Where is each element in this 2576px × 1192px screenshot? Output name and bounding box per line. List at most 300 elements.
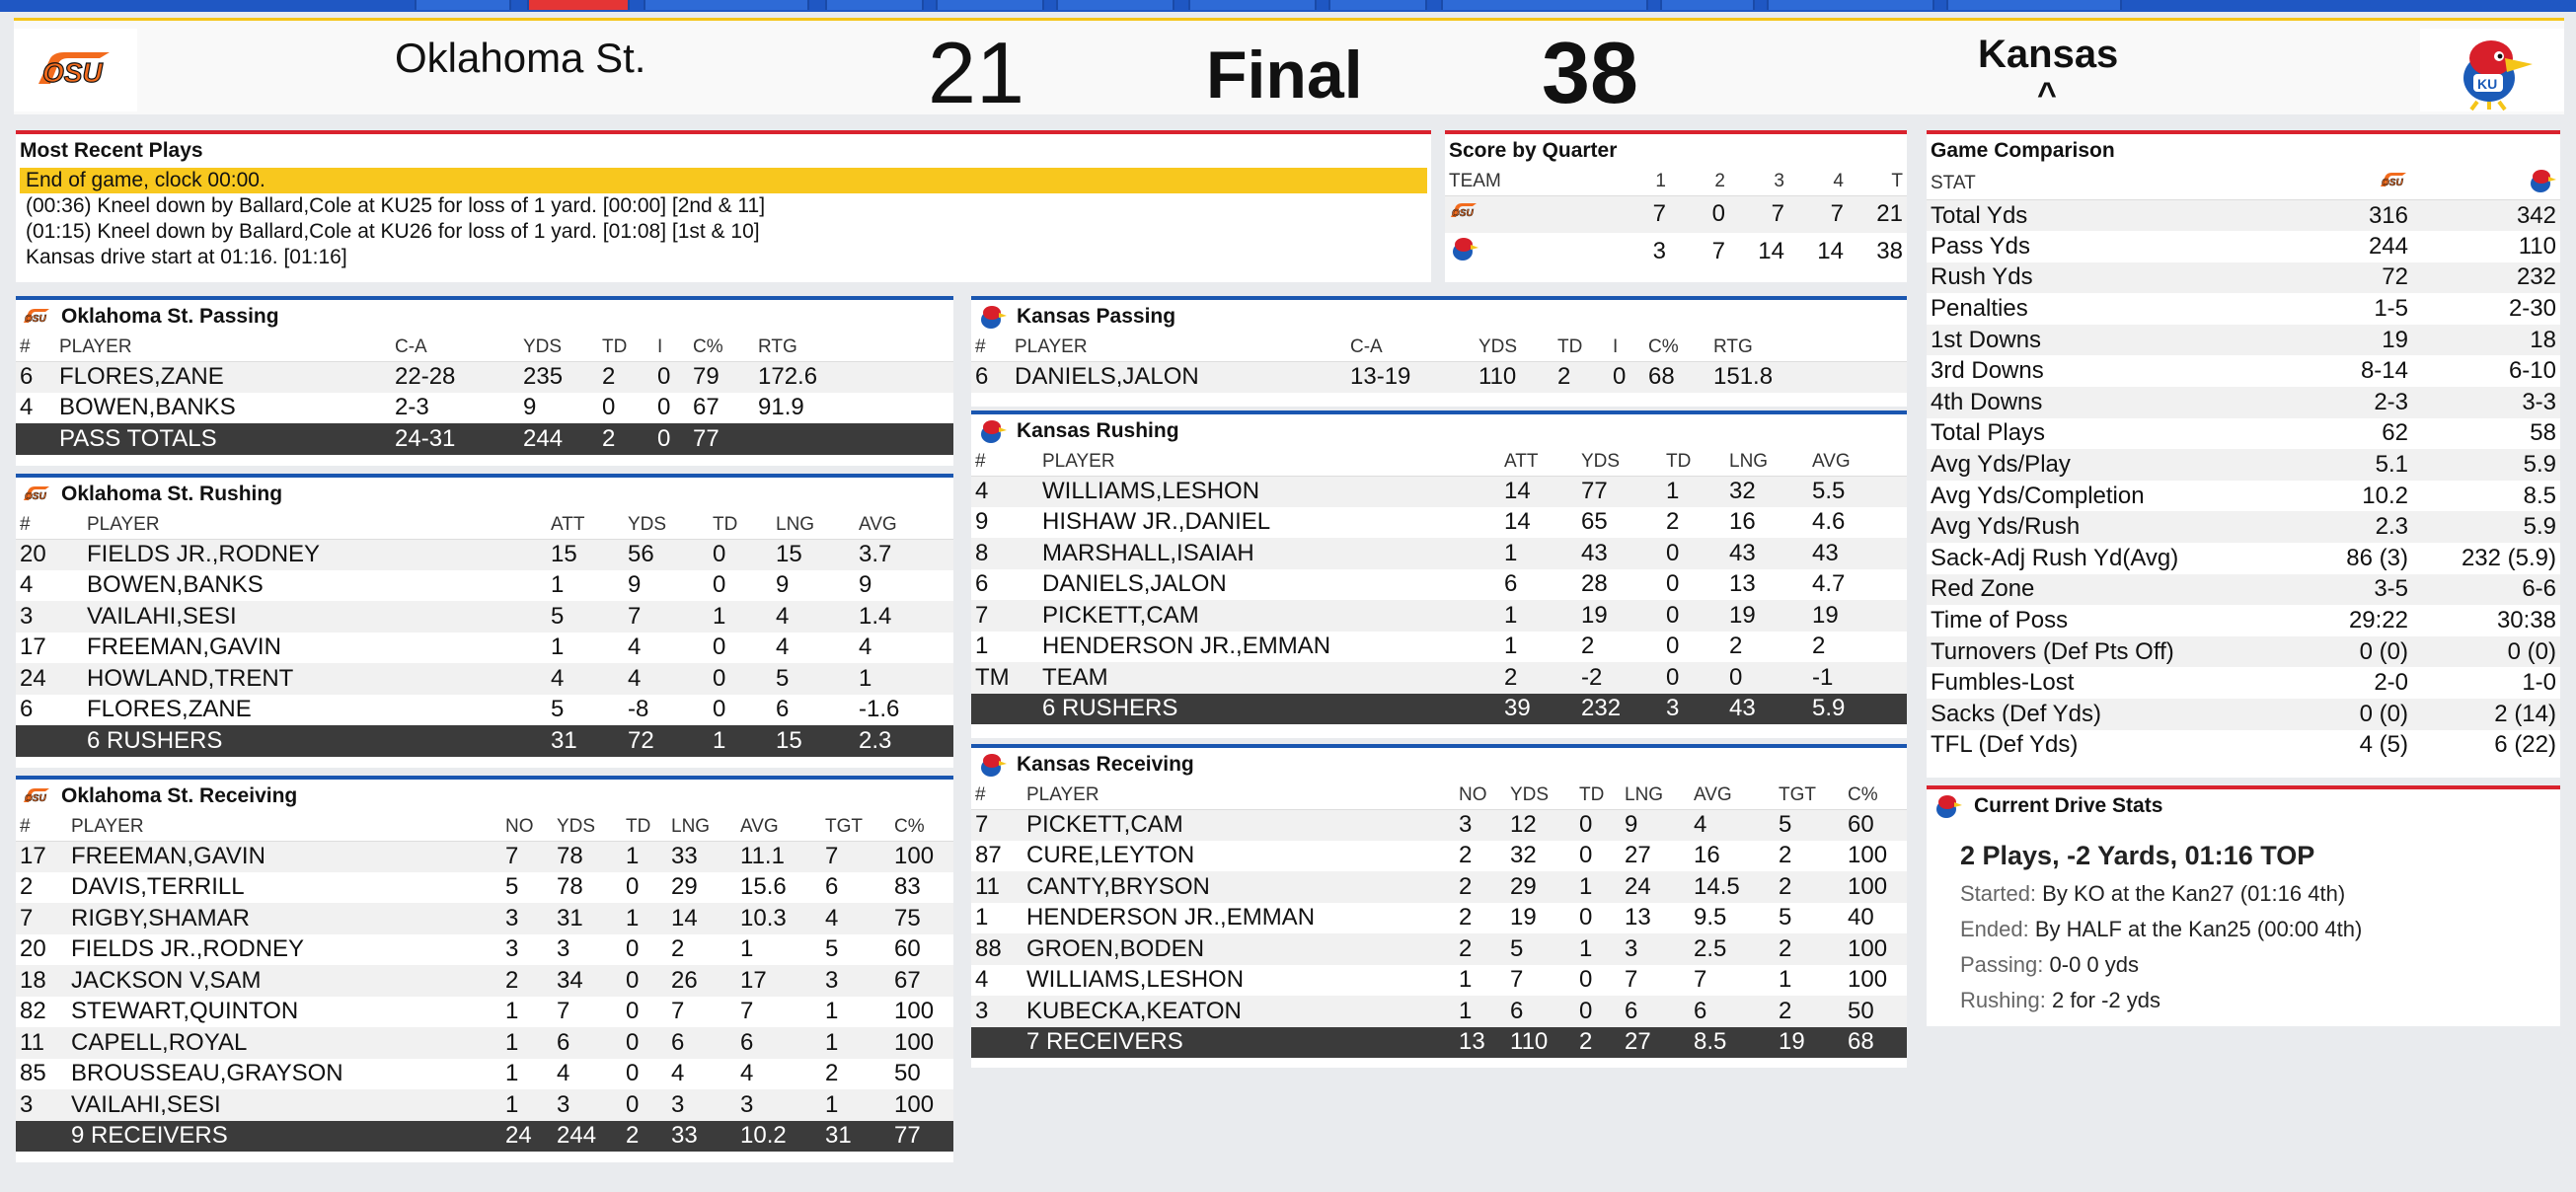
stat-cell: 10.3	[736, 903, 821, 934]
svg-text:OSU: OSU	[2382, 178, 2403, 188]
stat-cell: 1	[1455, 996, 1506, 1027]
player-name[interactable]: VAILAHI,SESI	[83, 601, 547, 633]
column-header[interactable]: LNG	[772, 511, 855, 539]
column-header[interactable]: PLAYER	[1038, 448, 1500, 476]
column-header[interactable]: #	[971, 334, 1011, 361]
stat-cell: 0	[1662, 538, 1725, 569]
stat-cell: 43	[1808, 538, 1907, 569]
comparison-stat-label: Penalties	[1927, 293, 2264, 325]
totals-cell: 43	[1725, 694, 1808, 725]
column-header[interactable]: LNG	[1621, 782, 1690, 809]
totals-cell	[16, 1121, 67, 1153]
osu-logo-icon	[20, 482, 53, 507]
stat-cell: 0	[1575, 996, 1621, 1027]
stat-cell: 13-19	[1346, 361, 1475, 393]
stat-cell: 0	[1575, 809, 1621, 841]
score-by-quarter-panel	[1445, 130, 1907, 282]
nav-tab[interactable]	[1441, 0, 1648, 10]
nav-tab[interactable]	[1660, 0, 1755, 10]
stat-cell: 50	[1844, 996, 1907, 1027]
play-line: Kansas drive start at 01:16. [01:16]	[26, 246, 347, 268]
player-name[interactable]: FIELDS JR.,RODNEY	[67, 934, 501, 966]
ku-jayhawk-logo[interactable]	[2420, 29, 2564, 112]
player-name[interactable]: CANTY,BRYSON	[1023, 871, 1455, 903]
column-header[interactable]: YDS	[1577, 448, 1662, 476]
player-name[interactable]: WILLIAMS,LESHON	[1023, 965, 1455, 997]
current-drive-title: Current Drive Stats	[1974, 794, 2163, 817]
stat-cell: 2.5	[1690, 933, 1775, 965]
stat-cell: 3	[971, 996, 1023, 1027]
totals-cell	[971, 694, 1038, 725]
player-name[interactable]: PICKETT,CAM	[1038, 600, 1500, 632]
column-header[interactable]: C%	[1644, 334, 1709, 361]
stat-cell: 6	[1500, 569, 1577, 601]
stat-cell: 5	[772, 663, 855, 695]
player-row	[16, 997, 953, 1028]
player-name[interactable]: KUBECKA,KEATON	[1023, 996, 1455, 1027]
player-row	[16, 1059, 953, 1090]
stat-cell: 3	[16, 1089, 67, 1121]
stat-cell: 17	[16, 633, 83, 664]
player-name[interactable]: FIELDS JR.,RODNEY	[83, 539, 547, 570]
stat-cell: 1	[1455, 965, 1506, 997]
ku-rushing-panel	[971, 410, 1907, 738]
play-line: (01:15) Kneel down by Ballard,Cole at KU26 for loss of 1 yard. [01:08] [1st & 10]	[26, 220, 760, 243]
osu-rushing-panel	[16, 474, 953, 768]
stat-cell: 3	[553, 934, 622, 966]
stat-cell: 1	[736, 934, 821, 966]
player-name[interactable]: FLORES,ZANE	[55, 361, 391, 393]
stat-cell: 1	[971, 632, 1038, 663]
player-name[interactable]: GROEN,BODEN	[1023, 933, 1455, 965]
player-row	[16, 570, 953, 602]
column-header[interactable]: C%	[1844, 782, 1907, 809]
stat-cell: 3	[501, 903, 553, 934]
column-header[interactable]: AVG	[1808, 448, 1907, 476]
ku-jayhawk-logo-icon	[1445, 233, 1611, 270]
stat-cell: 4	[772, 633, 855, 664]
column-header[interactable]: TD	[622, 813, 667, 841]
possession-caret-icon: ^	[2037, 76, 2057, 113]
stat-cell: 24	[1621, 871, 1690, 903]
drive-rushing-label: Rushing:	[1960, 988, 2046, 1012]
osu-logo-icon	[20, 783, 53, 809]
stat-cell: 2	[1775, 871, 1844, 903]
nav-tab[interactable]	[936, 0, 1044, 10]
totals-cell: 72	[624, 725, 709, 757]
nav-tab[interactable]	[1056, 0, 1174, 10]
totals-row	[16, 1121, 953, 1153]
recent-plays-panel	[16, 130, 1431, 282]
stat-cell: 2	[1500, 662, 1577, 694]
column-header[interactable]: TD	[1662, 448, 1725, 476]
column-header[interactable]: I	[1609, 334, 1644, 361]
column-header[interactable]: #	[16, 813, 67, 841]
column-header[interactable]: PLAYER	[83, 511, 547, 539]
column-header[interactable]: YDS	[624, 511, 709, 539]
stat-cell: 14	[1500, 507, 1577, 539]
sbq-score: 7	[1729, 195, 1788, 233]
totals-cell: 15	[772, 725, 855, 757]
stat-cell: 1	[501, 997, 553, 1028]
player-row	[16, 695, 953, 726]
stat-cell: 4	[667, 1059, 736, 1090]
stat-cell: 11.1	[736, 841, 821, 872]
stat-cell: 0	[709, 633, 772, 664]
stat-cell: 50	[890, 1059, 953, 1090]
comparison-stat-label: Time of Poss	[1927, 605, 2264, 636]
stat-cell: -1.6	[855, 695, 953, 726]
nav-tab[interactable]	[1328, 0, 1427, 10]
totals-cell	[971, 1027, 1023, 1059]
comparison-stat-value: 244	[2264, 231, 2412, 262]
column-header[interactable]: PLAYER	[55, 334, 391, 361]
column-header[interactable]: NO	[501, 813, 553, 841]
comparison-stat-label: Rush Yds	[1927, 262, 2264, 294]
nav-tab[interactable]	[644, 0, 809, 10]
player-row	[16, 633, 953, 664]
stat-cell: 83	[890, 872, 953, 904]
stat-cell: 2	[1455, 871, 1506, 903]
stat-cell: 1	[1662, 476, 1725, 507]
totals-cell: 31	[547, 725, 624, 757]
stat-cell: 1	[547, 570, 624, 602]
player-name[interactable]: RIGBY,SHAMAR	[67, 903, 501, 934]
player-name[interactable]: HOWLAND,TRENT	[83, 663, 547, 695]
column-header[interactable]: TGT	[821, 813, 890, 841]
totals-cell: 5.9	[1808, 694, 1907, 725]
stat-cell: 1	[821, 1027, 890, 1059]
column-header[interactable]: YDS	[553, 813, 622, 841]
stat-cell: 1	[1575, 933, 1621, 965]
column-header[interactable]: #	[971, 782, 1023, 809]
comparison-row	[1927, 543, 2560, 574]
column-header[interactable]: #	[16, 511, 83, 539]
sbq-header: 4	[1788, 168, 1848, 195]
column-header[interactable]: AVG	[855, 511, 953, 539]
top-nav-bar	[0, 0, 2576, 12]
stat-cell: 28	[1577, 569, 1662, 601]
player-name[interactable]: FREEMAN,GAVIN	[67, 841, 501, 872]
stat-cell: 2	[1662, 507, 1725, 539]
stat-cell: 7	[1690, 965, 1775, 997]
column-header[interactable]: NO	[1455, 782, 1506, 809]
player-row	[971, 662, 1907, 694]
comparison-row	[1927, 730, 2560, 762]
player-row	[16, 601, 953, 633]
svg-text:OSU: OSU	[25, 793, 46, 804]
drive-rushing-value: 2 for -2 yds	[2051, 988, 2161, 1012]
player-name[interactable]: VAILAHI,SESI	[67, 1089, 501, 1121]
player-name[interactable]: CAPELL,ROYAL	[67, 1027, 501, 1059]
sbq-header: 3	[1729, 168, 1788, 195]
ku-passing-panel	[971, 296, 1907, 407]
stat-cell: 9	[1621, 809, 1690, 841]
column-header[interactable]: LNG	[667, 813, 736, 841]
stat-cell: 100	[890, 841, 953, 872]
osu-rushing-table	[16, 511, 953, 757]
comparison-stat-value: 86 (3)	[2264, 543, 2412, 574]
column-header[interactable]: ATT	[547, 511, 624, 539]
column-header[interactable]: RTG	[754, 334, 953, 361]
osu-passing-table	[16, 334, 953, 455]
stat-cell: 82	[16, 997, 67, 1028]
totals-cell: 2	[1575, 1027, 1621, 1059]
totals-cell: 1	[709, 725, 772, 757]
player-name[interactable]: HENDERSON JR.,EMMAN	[1038, 632, 1500, 663]
player-name[interactable]: DAVIS,TERRILL	[67, 872, 501, 904]
stat-cell: 8	[971, 538, 1038, 569]
stat-cell: 14	[1500, 476, 1577, 507]
comparison-stat-value: 5.9	[2412, 511, 2560, 543]
player-row	[971, 965, 1907, 997]
stat-cell: 1	[547, 633, 624, 664]
player-name[interactable]: BOWEN,BANKS	[83, 570, 547, 602]
stat-cell: 9	[971, 507, 1038, 539]
comparison-stat-label: Total Yds	[1927, 200, 2264, 232]
stat-cell: 15.6	[736, 872, 821, 904]
stat-cell: 1	[1575, 871, 1621, 903]
stat-cell: 85	[16, 1059, 67, 1090]
stat-cell: 1	[971, 903, 1023, 934]
column-header[interactable]: YDS	[519, 334, 598, 361]
stat-cell: 16	[1690, 841, 1775, 872]
comparison-row	[1927, 418, 2560, 450]
stat-cell: 2	[821, 1059, 890, 1090]
comparison-stat-value: 5.1	[2264, 449, 2412, 481]
stat-cell: 17	[16, 841, 67, 872]
column-header[interactable]: C%	[689, 334, 754, 361]
column-header[interactable]: YDS	[1506, 782, 1575, 809]
nav-tab[interactable]	[1188, 0, 1317, 10]
stat-cell: 7	[971, 809, 1023, 841]
stat-cell: 4	[855, 633, 953, 664]
column-header[interactable]: C-A	[391, 334, 519, 361]
player-row	[16, 361, 953, 393]
stat-cell: 14	[667, 903, 736, 934]
stat-cell: 20	[16, 539, 83, 570]
comparison-stat-value: 342	[2412, 200, 2560, 232]
osu-passing-panel	[16, 296, 953, 466]
comparison-stat-value: 232	[2412, 262, 2560, 294]
stat-cell: 0	[1575, 965, 1621, 997]
stat-cell: 2	[1808, 632, 1907, 663]
sbq-header: 2	[1670, 168, 1729, 195]
stat-cell: 24	[16, 663, 83, 695]
stat-cell: 9	[772, 570, 855, 602]
comparison-stat-label: Sack-Adj Rush Yd(Avg)	[1927, 543, 2264, 574]
drive-ended-value: By HALF at the Kan25 (00:00 4th)	[2034, 917, 2363, 941]
player-name[interactable]: WILLIAMS,LESHON	[1038, 476, 1500, 507]
game-comparison-panel	[1927, 130, 2560, 778]
stat-cell: 34	[553, 965, 622, 997]
ku-jayhawk-logo-icon	[975, 418, 1009, 444]
stat-cell: 1	[1500, 538, 1577, 569]
comparison-stat-value: 10.2	[2264, 481, 2412, 512]
totals-cell: 77	[689, 423, 754, 455]
sbq-score: 7	[1611, 195, 1670, 233]
stat-cell: 13	[1725, 569, 1808, 601]
drive-started-value: By KO at the Kan27 (01:16 4th)	[2042, 881, 2346, 906]
stat-cell: 17	[736, 965, 821, 997]
player-name[interactable]: JACKSON V,SAM	[67, 965, 501, 997]
nav-tab[interactable]	[415, 0, 511, 10]
stat-cell: 1	[821, 1089, 890, 1121]
player-name[interactable]: DANIELS,JALON	[1011, 361, 1346, 393]
current-drive-panel	[1927, 785, 2560, 1026]
totals-cell: 232	[1577, 694, 1662, 725]
column-header[interactable]: RTG	[1709, 334, 1907, 361]
nav-tab[interactable]	[825, 0, 924, 10]
svg-text:OSU: OSU	[25, 491, 46, 502]
play-line: End of game, clock 00:00.	[20, 168, 1427, 193]
comparison-stat-value: 3-3	[2412, 387, 2560, 418]
column-header[interactable]: TD	[598, 334, 653, 361]
player-name[interactable]: HENDERSON JR.,EMMAN	[1023, 903, 1455, 934]
column-header[interactable]: PLAYER	[67, 813, 501, 841]
stat-cell: 79	[689, 361, 754, 393]
stat-cell: 3	[16, 601, 83, 633]
column-header[interactable]: TD	[1553, 334, 1609, 361]
stat-cell: 5	[1775, 903, 1844, 934]
osu-logo[interactable]	[14, 29, 137, 112]
player-name[interactable]: STEWART,QUINTON	[67, 997, 501, 1028]
totals-cell: 244	[553, 1121, 622, 1153]
stat-cell: 0	[1725, 662, 1808, 694]
osu-receiving-panel	[16, 776, 953, 1162]
totals-cell: 77	[890, 1121, 953, 1153]
column-header[interactable]: TGT	[1775, 782, 1844, 809]
stat-cell: 7	[1621, 965, 1690, 997]
nav-tab[interactable]	[1767, 0, 1934, 10]
totals-cell: 2	[622, 1121, 667, 1153]
stat-cell: 7	[501, 841, 553, 872]
comparison-stat-label: Sacks (Def Yds)	[1927, 699, 2264, 730]
ku-rushing-title: Kansas Rushing	[1017, 419, 1179, 442]
sbq-score: 7	[1670, 233, 1729, 270]
comparison-stat-value: 8-14	[2264, 355, 2412, 387]
osu-logo-icon	[2264, 168, 2412, 200]
stat-cell: 1	[1500, 600, 1577, 632]
comparison-stat-value: 6-10	[2412, 355, 2560, 387]
stat-cell: 18	[16, 965, 67, 997]
stat-cell: 0	[1662, 600, 1725, 632]
stat-cell: 19	[1506, 903, 1575, 934]
stat-cell: 0	[1575, 903, 1621, 934]
comparison-stat-value: 110	[2412, 231, 2560, 262]
player-name[interactable]: PICKETT,CAM	[1023, 809, 1455, 841]
player-row	[971, 841, 1907, 872]
player-name[interactable]: DANIELS,JALON	[1038, 569, 1500, 601]
stat-cell: 40	[1844, 903, 1907, 934]
stat-cell: 0	[622, 965, 667, 997]
column-header[interactable]: #	[16, 334, 55, 361]
stat-cell: 4	[821, 903, 890, 934]
player-row	[971, 361, 1907, 393]
stat-cell: 32	[1506, 841, 1575, 872]
drive-passing-value: 0-0 0 yds	[2049, 952, 2140, 977]
player-name[interactable]: TEAM	[1038, 662, 1500, 694]
stat-cell: 2	[1775, 841, 1844, 872]
stat-cell: 0	[709, 539, 772, 570]
stat-cell: 2	[16, 872, 67, 904]
column-header[interactable]: PLAYER	[1023, 782, 1455, 809]
stat-cell: 60	[1844, 809, 1907, 841]
player-name[interactable]: CURE,LEYTON	[1023, 841, 1455, 872]
nav-tab[interactable]	[1946, 0, 2122, 10]
player-row	[16, 1089, 953, 1121]
comparison-stat-label: Turnovers (Def Pts Off)	[1927, 636, 2264, 668]
play-line: (00:36) Kneel down by Ballard,Cole at KU25 for loss of 1 yard. [00:00] [2nd & 11]	[26, 194, 766, 217]
comparison-stat-value: 1-5	[2264, 293, 2412, 325]
column-header[interactable]: YDS	[1475, 334, 1553, 361]
stat-cell: -2	[1577, 662, 1662, 694]
column-header[interactable]: ATT	[1500, 448, 1577, 476]
comparison-row	[1927, 699, 2560, 730]
stat-cell: 5	[501, 872, 553, 904]
player-name[interactable]: BROUSSEAU,GRAYSON	[67, 1059, 501, 1090]
sbq-score: 21	[1848, 195, 1907, 233]
comparison-stat-value: 29:22	[2264, 605, 2412, 636]
comparison-row	[1927, 636, 2560, 668]
column-header[interactable]: #	[971, 448, 1038, 476]
player-name[interactable]: BOWEN,BANKS	[55, 393, 391, 424]
comparison-stat-label: 4th Downs	[1927, 387, 2264, 418]
player-name[interactable]: MARSHALL,ISAIAH	[1038, 538, 1500, 569]
scoreboard-header	[14, 18, 2564, 121]
sbq-score: 14	[1729, 233, 1788, 270]
score-by-quarter-table	[1445, 168, 1907, 270]
stat-cell: 2	[1725, 632, 1808, 663]
column-header[interactable]: TD	[1575, 782, 1621, 809]
stat-cell: 1.4	[855, 601, 953, 633]
away-team-name[interactable]: Oklahoma St.	[395, 35, 646, 81]
home-team-name[interactable]: Kansas	[1978, 33, 2119, 76]
stat-cell: 4	[736, 1059, 821, 1090]
column-header[interactable]: LNG	[1725, 448, 1808, 476]
column-header[interactable]: C%	[890, 813, 953, 841]
stat-cell: 6	[971, 361, 1011, 393]
column-header[interactable]: PLAYER	[1011, 334, 1346, 361]
column-header[interactable]: C-A	[1346, 334, 1475, 361]
column-header[interactable]: I	[653, 334, 689, 361]
sbq-header: T	[1848, 168, 1907, 195]
comparison-stat-label: TFL (Def Yds)	[1927, 730, 2264, 762]
player-name[interactable]: FLORES,ZANE	[83, 695, 547, 726]
nav-tab-active[interactable]	[527, 0, 630, 10]
stat-cell: 19	[1577, 600, 1662, 632]
stat-cell: 31	[553, 903, 622, 934]
sbq-score: 7	[1788, 195, 1848, 233]
column-header[interactable]: AVG	[1690, 782, 1775, 809]
stat-cell: 172.6	[754, 361, 953, 393]
comparison-row	[1927, 605, 2560, 636]
stat-cell: 0	[653, 393, 689, 424]
player-name[interactable]: HISHAW JR.,DANIEL	[1038, 507, 1500, 539]
stat-cell: 11	[971, 871, 1023, 903]
stat-cell: -8	[624, 695, 709, 726]
column-header[interactable]: AVG	[736, 813, 821, 841]
player-name[interactable]: FREEMAN,GAVIN	[83, 633, 547, 664]
stat-cell: 60	[890, 934, 953, 966]
player-row	[16, 539, 953, 570]
column-header[interactable]: TD	[709, 511, 772, 539]
stat-cell: 5	[1506, 933, 1575, 965]
comparison-stat-value: 2-0	[2264, 667, 2412, 699]
stat-cell: 6	[16, 361, 55, 393]
stat-cell: 6	[971, 569, 1038, 601]
stat-cell: 100	[1844, 841, 1907, 872]
